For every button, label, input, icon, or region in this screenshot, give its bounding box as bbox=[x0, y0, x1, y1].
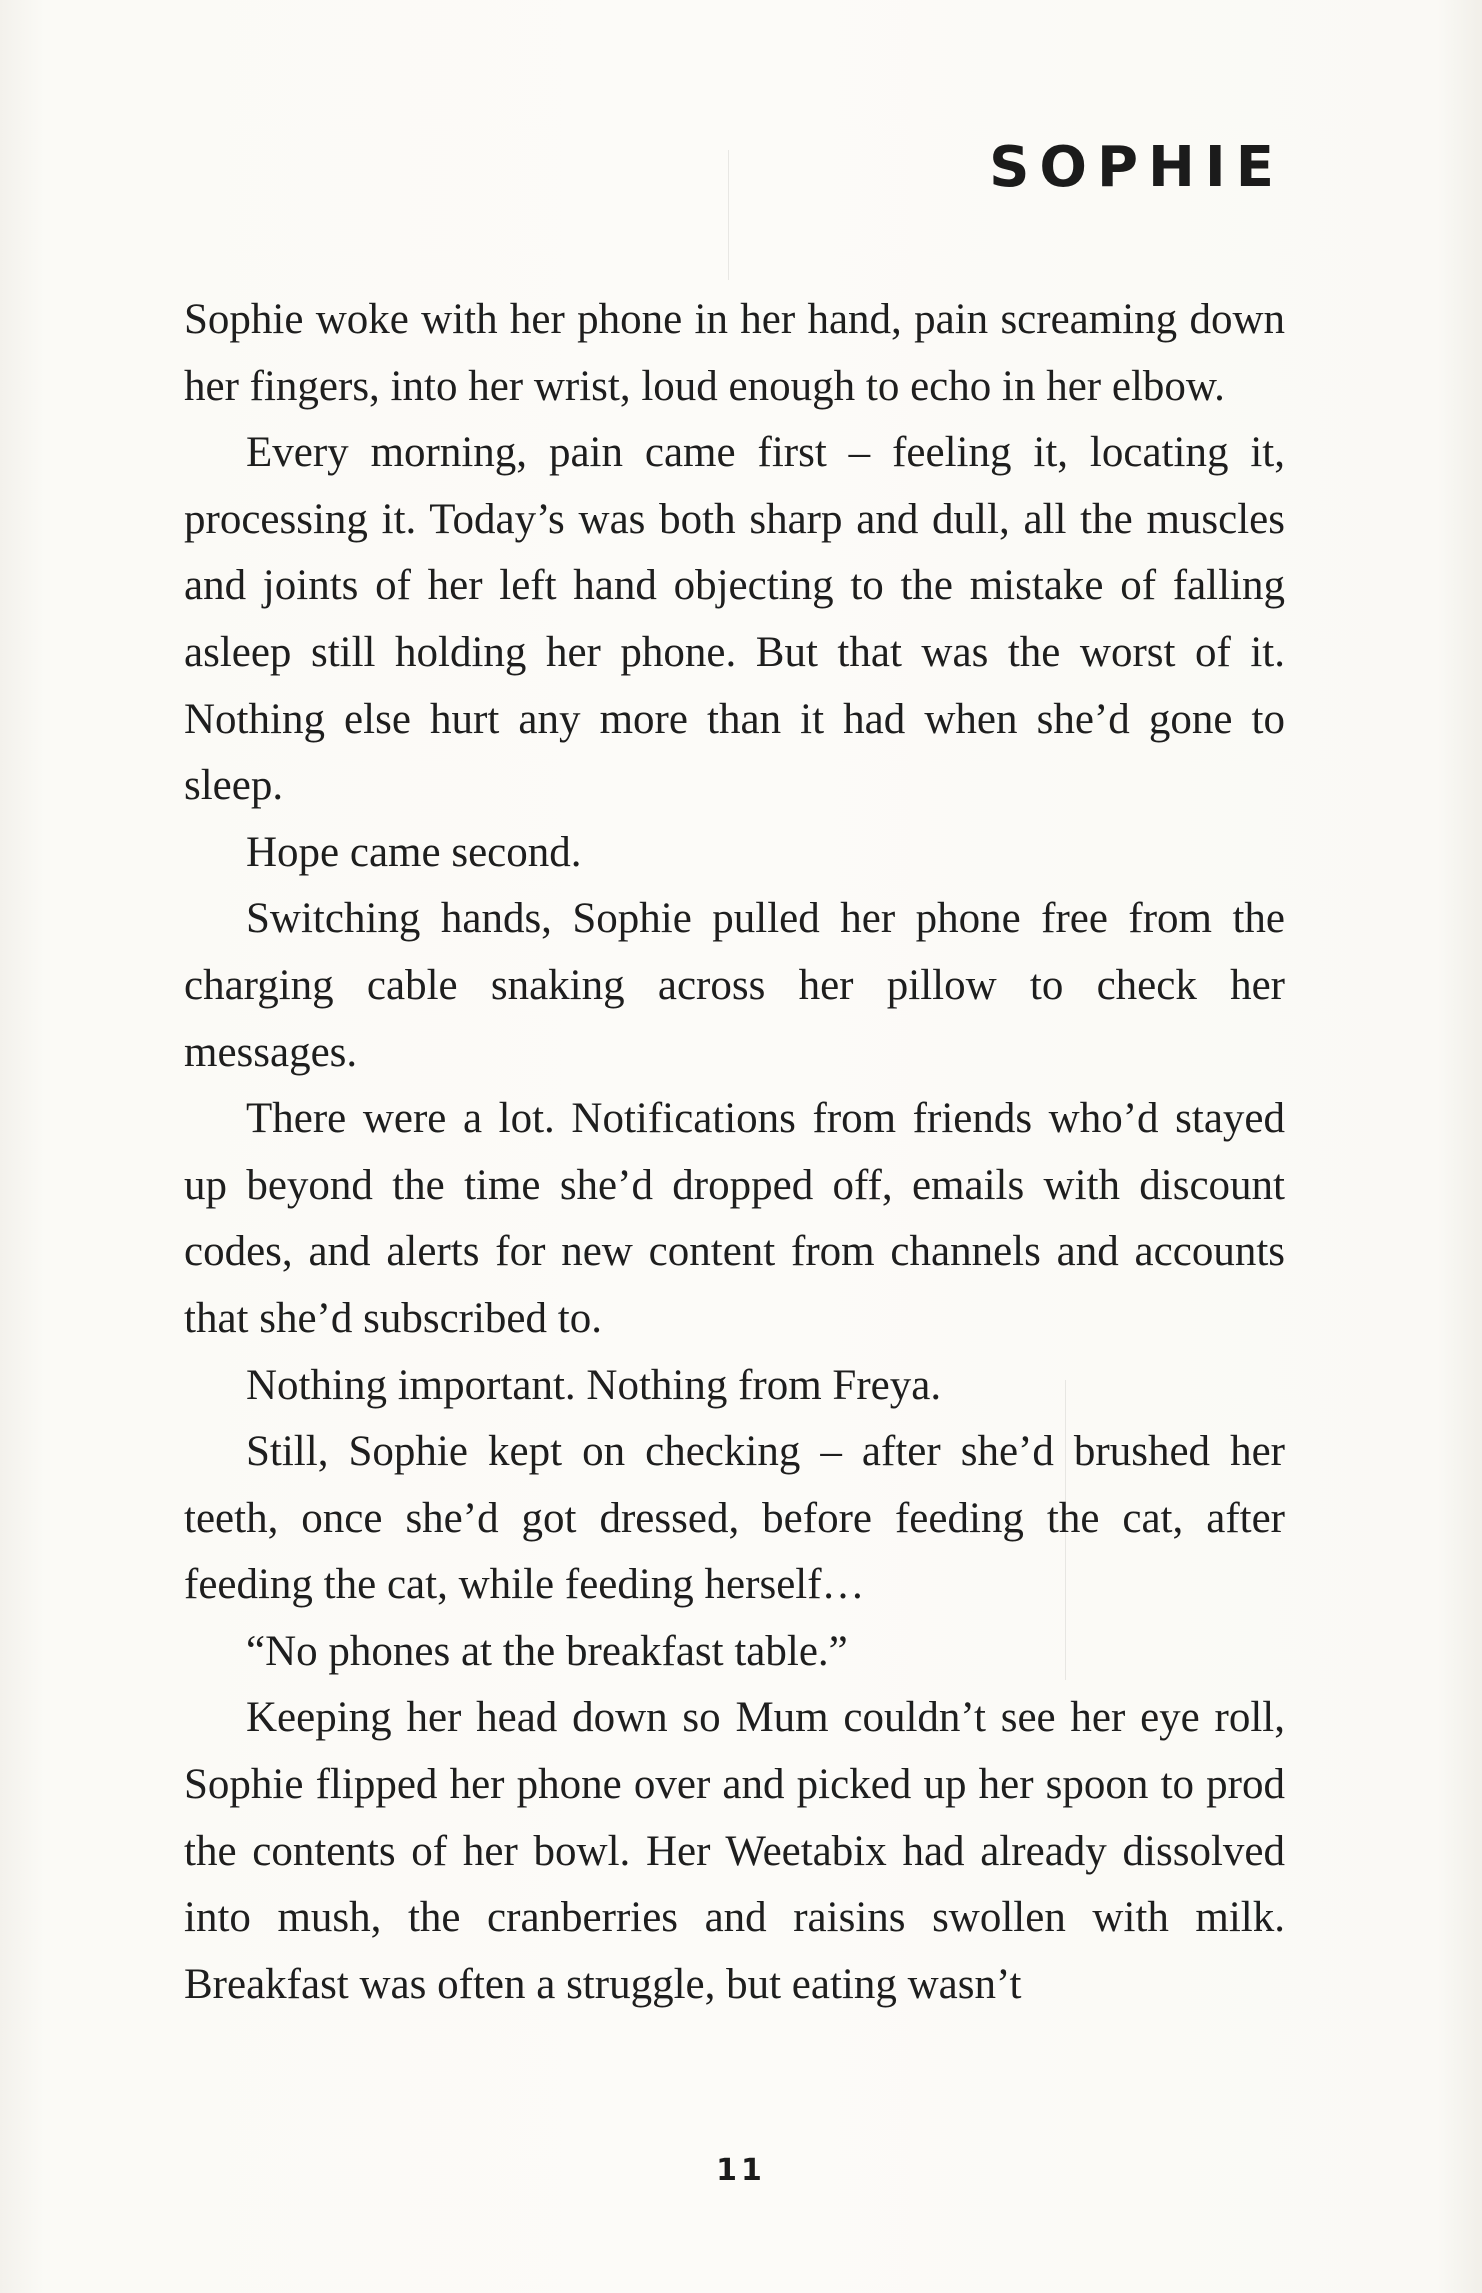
paragraph: Sophie woke with her phone in her hand, pain screaming down her fingers, into her wrist, loud enough to echo in her elbow. bbox=[184, 296, 1285, 410]
paragraph: Still, Sophie kept on checking – after she’d brushed her teeth, once she’d got dressed, before feeding the cat, after feeding the cat, while feeding herself… bbox=[184, 1428, 1285, 1609]
paragraph: Switching hands, Sophie pulled her phone free from the charging cable snaking across her pillow to check her messages. bbox=[184, 895, 1285, 1076]
paragraph: Nothing important. Nothing from Freya. bbox=[246, 1361, 942, 1409]
paragraph: Hope came second. bbox=[246, 828, 582, 876]
paragraph: There were a lot. Notifications from friends who’d stayed up beyond the time she’d dropped off, emails with discount codes, and alerts for new content from channels and accounts that she’d subscribed to. bbox=[184, 1095, 1285, 1342]
body-text bbox=[184, 287, 1285, 2018]
paragraph: Keeping her head down so Mum couldn’t see her eye roll, Sophie flipped her phone over and picked up her spoon to prod the contents of her bowl. Her Weetabix had already dissolved into mush, the cranberries and raisins swollen with milk. Breakfast was often a struggle, but eating wasn’t bbox=[184, 1694, 1285, 2008]
page-number: 11 bbox=[716, 2153, 766, 2188]
paragraph: “No phones at the breakfast table.” bbox=[246, 1627, 848, 1675]
paragraph: Every morning, pain came first – feeling it, locating it, processing it. Today’s was both sharp and dull, all the muscles and joints of her left hand objecting to the mistake of falling asleep still holding her phone. But that was the worst of it. Nothing else hurt any more than it had when she’d gone to sleep. bbox=[184, 429, 1285, 810]
page-crease bbox=[728, 150, 729, 280]
chapter-title: SOPHIE bbox=[989, 135, 1284, 200]
